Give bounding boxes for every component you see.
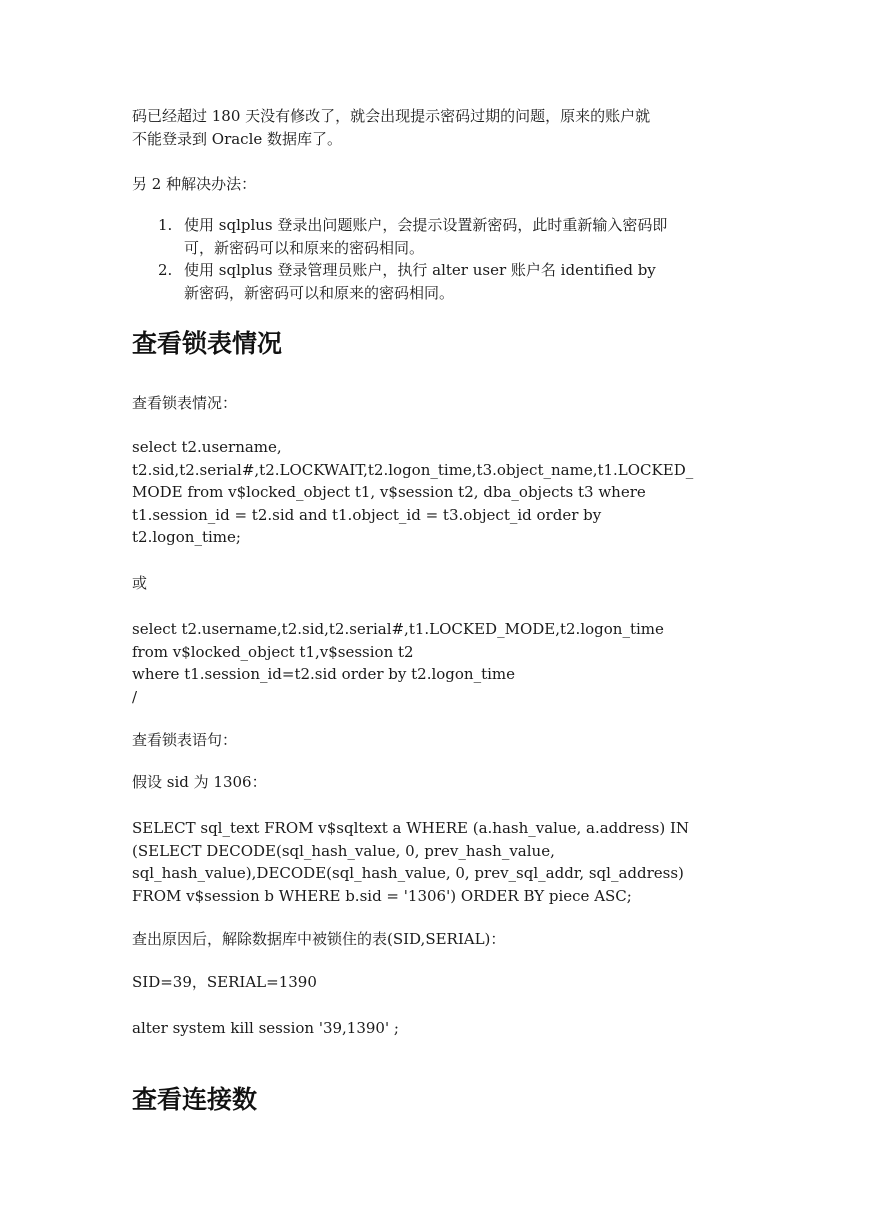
list-item-line: 使用 sqlplus 登录出问题账户，会提示设置新密码，此时重新输入密码即 [184,216,668,234]
code-line: t2.logon_time; [132,528,241,546]
kill-session-command: alter system kill session '39,1390' ; [132,1019,399,1037]
code-line: FROM v$session b WHERE b.sid = '1306') ORDER BY piece ASC; [132,886,632,905]
code-line: select t2.username, [132,438,282,456]
intro-line-2: 不能登录到 Oracle 数据库了。 [132,130,343,148]
lock-table-label: 查看锁表情况： [132,394,238,412]
lock-statement-label: 查看锁表语句： [132,731,238,749]
sid-serial-values: SID=39，SERIAL=1390 [132,973,317,991]
intro-line-1: 码已经超过 180 天没有修改了，就会出现提示密码过期的问题，原来的账户就 [132,107,651,125]
code-line: where t1.session_id=t2.sid order by t2.logon_time [132,665,516,683]
code-line: SELECT sql_text FROM v$sqltext a WHERE (a.hash_value, a.address) IN [132,819,689,837]
code-line: / [132,687,138,706]
alt-solutions-label: 另 2 种解决办法： [132,175,257,193]
code-line: select t2.username,t2.sid,t2.serial#,t1.LOCKED_MODE,t2.logon_time [132,620,664,638]
list-item [132,214,738,259]
code-line: (SELECT DECODE(sql_hash_value, 0, prev_hash_value, [132,841,555,860]
list-item-line: 新密码，新密码可以和原来的密码相同。 [184,283,455,302]
list-item-line: 可，新密码可以和原来的密码相同。 [184,238,425,257]
sql-block-1 [132,436,693,549]
solutions-list [132,214,738,304]
code-line: MODE from v$locked_object t1, v$session t2, dba_objects t3 where [132,483,646,501]
code-line: t1.session_id = t2.sid and t1.object_id = t3.object_id order by [132,505,602,524]
sql-block-3 [132,817,689,907]
section-heading-lock-table: 查看锁表情况 [132,329,283,358]
list-number: 1. [158,216,173,234]
list-item-line: 使用 sqlplus 登录管理员账户，执行 alter user 账户名 identified by [184,261,656,279]
code-line: t2.sid,t2.serial#,t2.LOCKWAIT,t2.logon_time,t3.object_name,t1.LOCKED_ [132,460,694,479]
code-line: from v$locked_object t1,v$session t2 [132,642,414,661]
sql-block-2 [132,618,664,708]
code-line: sql_hash_value),DECODE(sql_hash_value, 0, prev_sql_addr, sql_address) [132,864,684,882]
section-heading-connections: 查看连接数 [132,1085,258,1114]
list-number: 2. [158,261,173,279]
assume-sid-text: 假设 sid 为 1306： [132,773,267,791]
or-label: 或 [132,574,148,592]
list-item [132,259,738,304]
unlock-label: 查出原因后，解除数据库中被锁住的表(SID,SERIAL)： [132,930,506,948]
